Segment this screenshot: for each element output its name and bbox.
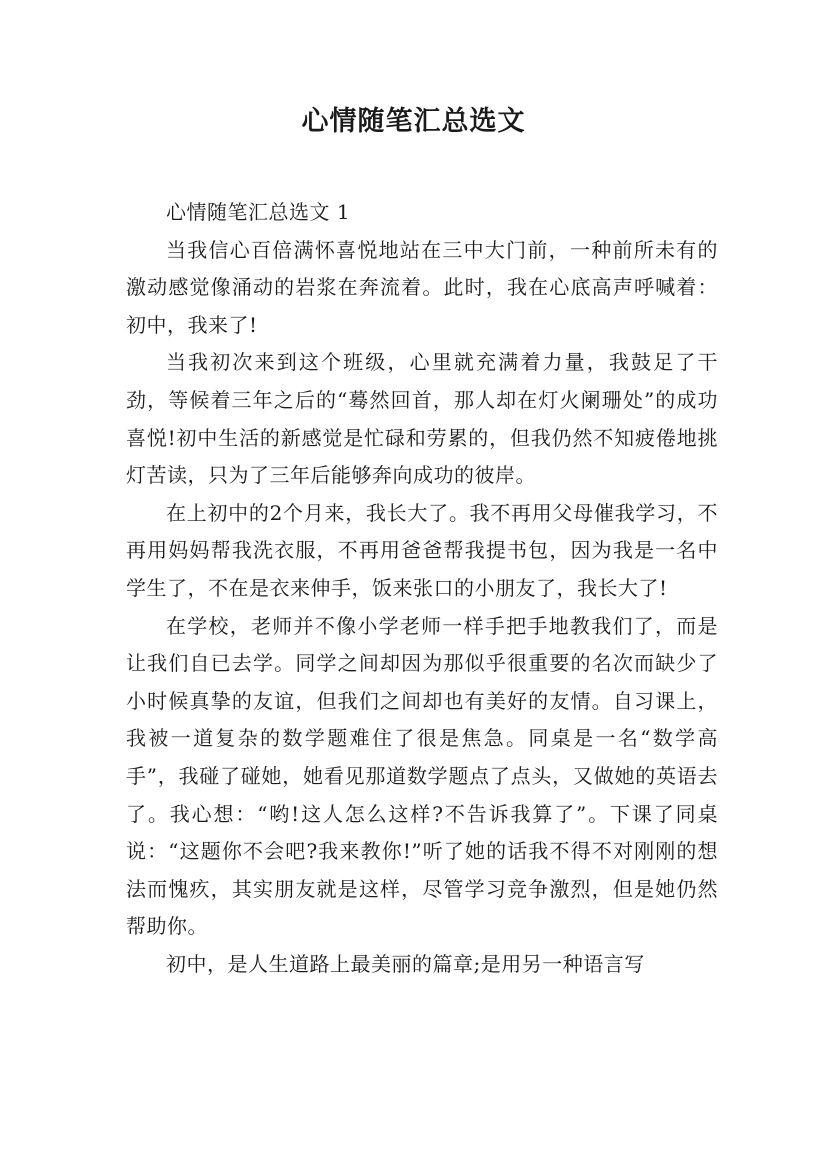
document-title: 心情随笔汇总选文: [301, 106, 526, 137]
paragraph-1: 当我信心百倍满怀喜悦地站在三中大门前，一种前所未有的激动感觉像涌动的岩浆在奔流着。此时，我在心底高声呼喊着：初中，我来了!: [126, 237, 718, 337]
paragraph-3: 在上初中的2个月来，我长大了。我不再用父母催我学习，不再用妈妈帮我洗衣服，不再用爸爸帮我提书包，因为我是一名中学生了，不在是衣来伸手，饭来张口的小朋友了，我长大了!: [126, 500, 718, 600]
section-heading: 心情随笔汇总选文 1: [166, 200, 351, 224]
paragraph-5: 初中，是人生道路上最美丽的篇章;是用另一种语言写: [166, 951, 645, 976]
paragraph-2: 当我初次来到这个班级，心里就充满着力量，我鼓足了干劲，等候着三年之后的“蓦然回首，那人却在灯火阑珊处”的成功喜悦!初中生活的新感觉是忙碌和劳累的，但我仍然不知疲倦地挑灯苦读，只为了三年后能够奔向成功的彼岸。: [126, 350, 718, 488]
paragraph-4: 在学校，老师并不像小学老师一样手把手地教我们了，而是让我们自已去学。同学之间却因为那似乎很重要的名次而缺少了小时候真挚的友谊，但我们之间却也有美好的友情。自习课上，我被一道复杂的数学题难住了很是焦急。同桌是一名“数学高手”，我碰了碰她，她看见那道数学题点了点头，又做她的英语去了。我心想：“哟!这人怎么这样?不告诉我算了”。下课了同桌说：“这题你不会吧?我来教你!”听了她的话我不得不对刚刚的想法而愧疚，其实朋友就是这样，尽管学习竞争激烈，但是她仍然帮助你。: [126, 613, 718, 939]
document-body: [126, 194, 718, 983]
